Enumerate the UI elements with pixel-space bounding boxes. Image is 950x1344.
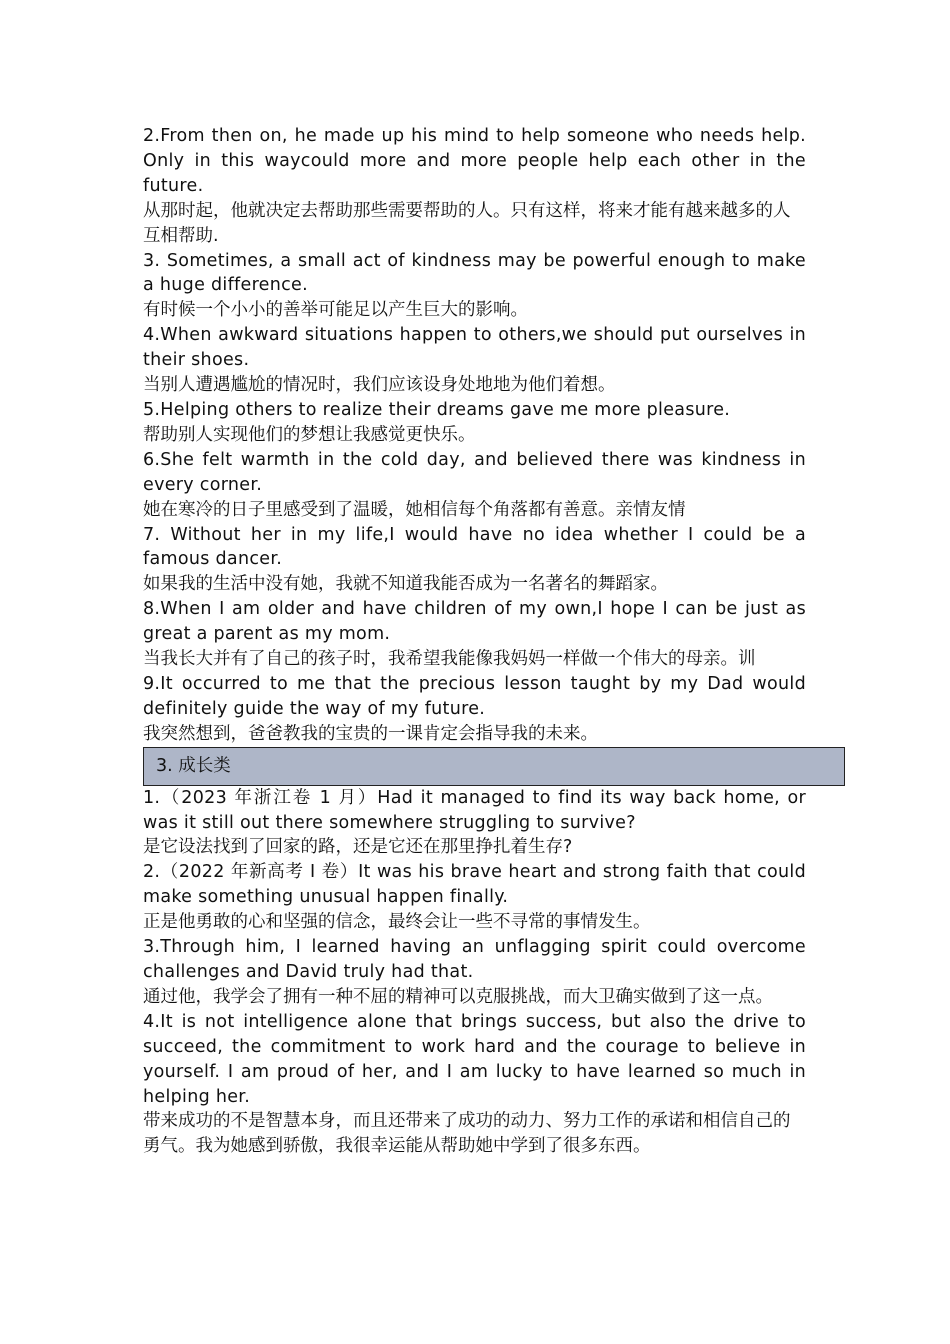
sentence-en: 2.From then on, he made up his mind to help someone who needs help. Only in this waycould more and more people help each other in the future. bbox=[143, 126, 806, 196]
sentence-zh: 是它设法找到了回家的路，还是它还在那里挣扎着生存? bbox=[143, 837, 573, 858]
sentence-en: 2.（2022 年新高考 I 卷）It was his brave heart and strong faith that could make something unusual happen finally. bbox=[143, 862, 806, 908]
sentence-en: 4.When awkward situations happen to others,we should put ourselves in their shoes. bbox=[143, 325, 806, 371]
document-page bbox=[143, 124, 806, 1159]
sentence-zh: 带来成功的不是智慧本身，而且还带来了成功的动力、努力工作的承诺和相信自己的勇气。我为她感到骄傲，我很幸运能从帮助她中学到了很多东西。 bbox=[143, 1111, 791, 1157]
sentence-zh: 通过他，我学会了拥有一种不屈的精神可以克服挑战，而大卫确实做到了这一点。 bbox=[143, 986, 773, 1007]
sentence-en: 3. Sometimes, a small act of kindness may be powerful enough to make a huge difference. bbox=[143, 250, 806, 296]
sentence-zh: 帮助别人实现他们的梦想让我感觉更快乐。 bbox=[143, 424, 476, 445]
sentence-zh: 从那时起，他就决定去帮助那些需要帮助的人。只有这样，将来才能有越来越多的人互相帮助. bbox=[143, 200, 791, 246]
sentence-zh: 有时候一个小小的善举可能足以产生巨大的影响。 bbox=[143, 300, 528, 321]
sentence-en: 9.It occurred to me that the precious lesson taught by my Dad would definitely guide the way of my future. bbox=[143, 673, 806, 719]
sentence-en: 7. Without her in my life,I would have no idea whether I could be a famous dancer. bbox=[143, 524, 806, 570]
sentence-en: 1.（2023 年浙江卷 1 月）Had it managed to find its way back home, or was it still out there somewhere struggling to survive? bbox=[143, 787, 806, 833]
sentence-en: 5.Helping others to realize their dreams gave me more pleasure. bbox=[143, 399, 731, 420]
sentence-en: 8.When I am older and have children of my own,I hope I can be just as great a parent as my mom. bbox=[143, 599, 806, 645]
sentence-zh: 当别人遭遇尴尬的情况时，我们应该设身处地地为他们着想。 bbox=[143, 375, 616, 396]
sentence-en: 6.She felt warmth in the cold day, and believed there was kindness in every corner. bbox=[143, 449, 806, 495]
sentence-en: 3.Through him, I learned having an unflagging spirit could overcome challenges and David truly had that. bbox=[143, 937, 806, 982]
sentence-zh: 正是他勇敢的心和坚强的信念，最终会让一些不寻常的事情发生。 bbox=[143, 912, 651, 933]
sentence-zh: 当我长大并有了自己的孩子时，我希望我能像我妈妈一样做一个伟大的母亲。训 bbox=[143, 649, 756, 670]
sentence-en: 4.It is not intelligence alone that brings success, but also the drive to succeed, the commitment to work hard and the courage to believe in yourself. I am proud of her, and I am lucky to have learned so much in helping her. bbox=[143, 1011, 806, 1107]
sentence-zh: 我突然想到，爸爸教我的宝贵的一课肯定会指导我的未来。 bbox=[143, 723, 598, 744]
section-header: 3. 成长类 bbox=[143, 747, 845, 786]
sentence-zh: 她在寒冷的日子里感受到了温暖，她相信每个角落都有善意。亲情友情 bbox=[143, 499, 686, 520]
sentence-zh: 如果我的生活中没有她，我就不知道我能否成为一名著名的舞蹈家。 bbox=[143, 574, 668, 595]
